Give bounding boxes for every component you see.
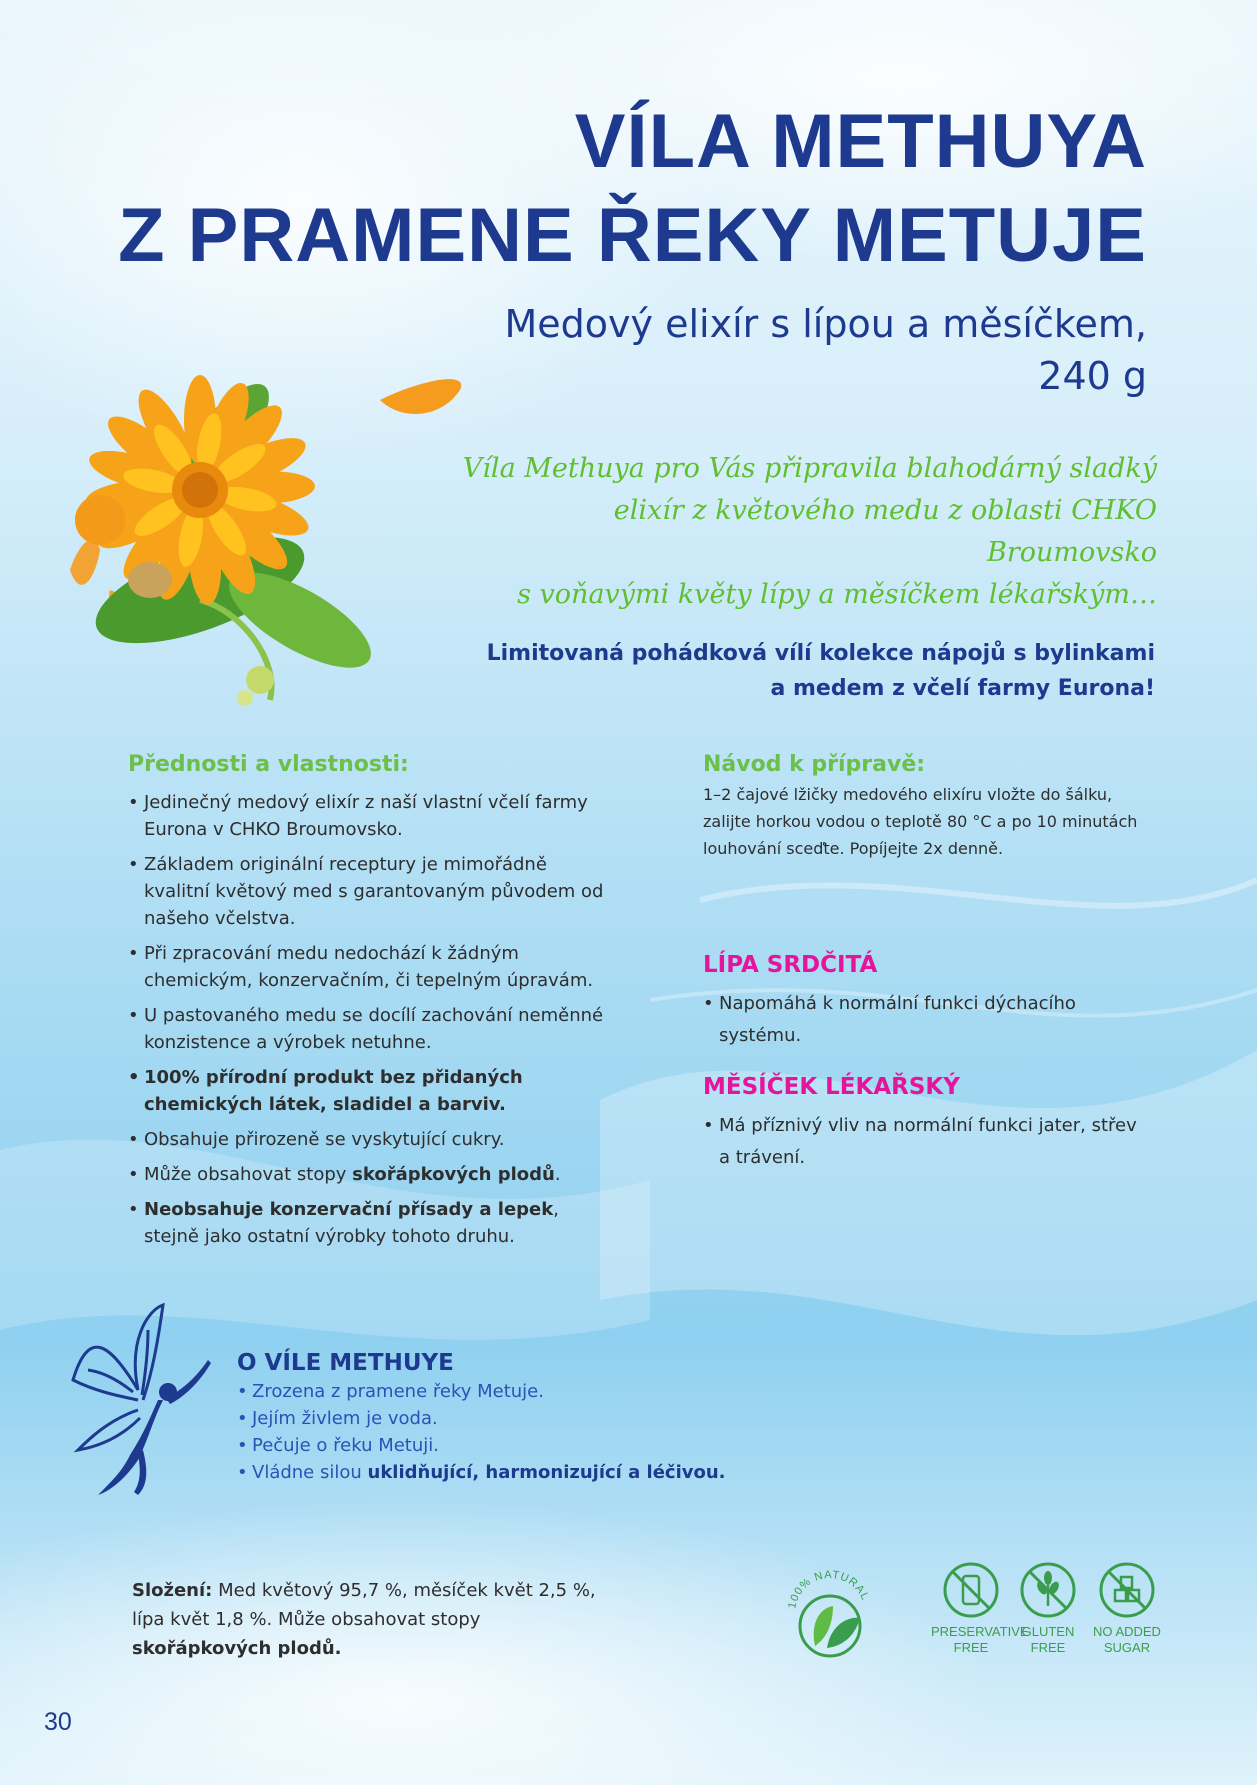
intro-line-3: s voňavými květy lípy a měsíčkem lékařským… xyxy=(517,579,1157,610)
gluten-free-badge xyxy=(1018,1560,1078,1656)
marigold-item: • Má příznivý vliv na normální funkci jater, střev a trávení. xyxy=(703,1110,1143,1174)
advantage-item: • Obsahuje přirozeně se vyskytující cukry. xyxy=(128,1126,608,1153)
product-title xyxy=(118,95,1147,283)
limited-line-2: a medem z včelí farmy Eurona! xyxy=(770,676,1155,701)
fairy-item: • Jejím živlem je voda. xyxy=(237,1405,726,1432)
advantage-item: • Základem originální receptury je mimořádně kvalitní květový med s garantovaným původem od našeho včelstva. xyxy=(128,851,608,932)
fairy-item: • Zrozena z pramene řeky Metuje. xyxy=(237,1378,726,1405)
leaf-icon xyxy=(775,1558,885,1668)
advantages-heading: Přednosti a vlastnosti: xyxy=(128,752,409,777)
svg-text:100% NATURAL: 100% NATURAL xyxy=(786,1568,872,1610)
linden-heading: LÍPA SRDČITÁ xyxy=(703,952,878,978)
gluten-free-label: GLUTEN FREE xyxy=(1021,1624,1075,1655)
intro-line-1: Víla Methuya pro Vás připravila blahodárný sladký xyxy=(462,453,1157,484)
title-line-2: Z PRAMENE ŘEKY METUJE xyxy=(118,193,1147,278)
marigold-list xyxy=(703,1110,1143,1174)
linden-item: • Napomáhá k normální funkci dýchacího systému. xyxy=(703,988,1143,1052)
fairy-item: • Vládne silou uklidňující, harmonizující a léčivou. xyxy=(237,1459,726,1486)
advantage-item: • U pastovaného medu se docílí zachování neměnné konzistence a výrobek netuhne. xyxy=(128,1002,608,1056)
intro-text xyxy=(437,448,1157,616)
advantages-section xyxy=(128,752,608,1258)
no-added-sugar-badge xyxy=(1090,1560,1164,1656)
product-subtitle xyxy=(505,298,1148,402)
preservative-free-label: PRESERVATIVE FREE xyxy=(931,1624,1029,1655)
subtitle-line-2: 240 g xyxy=(1038,354,1147,398)
preservative-free-badge xyxy=(931,1560,1029,1656)
fairy-item: • Pečuje o řeku Metuji. xyxy=(237,1432,726,1459)
advantage-item: • Jedinečný medový elixír z naší vlastní včelí farmy Eurona v CHKO Broumovsko. xyxy=(128,789,608,843)
fairy-heading: O VÍLE METHUYE xyxy=(237,1350,454,1376)
advantage-item: • Při zpracování medu nedochází k žádným chemickým, konzervačním, či tepelným úpravám. xyxy=(128,940,608,994)
natural-badge xyxy=(775,1558,885,1668)
fairy-icon xyxy=(68,1300,218,1500)
preparation-section xyxy=(703,752,1143,1174)
no-added-sugar-label: NO ADDED SUGAR xyxy=(1093,1624,1161,1655)
advantage-item: • Může obsahovat stopy skořápkových plodů. xyxy=(128,1161,608,1188)
wheat-crossed-icon xyxy=(1018,1560,1078,1620)
fairy-section xyxy=(237,1350,726,1486)
preparation-heading: Návod k přípravě: xyxy=(703,752,926,777)
composition-text: Složení: Med květový 95,7 %, měsíček květ 2,5 %, lípa květ 1,8 %. Může obsahovat stopy skořápkových plodů. xyxy=(132,1580,596,1659)
intro-line-2: elixír z květového medu z oblasti CHKO Broumovsko xyxy=(613,495,1157,568)
preparation-text: 1–2 čajové lžičky medového elixíru vložte do šálku, zalijte horkou vodou o teplotě 80 °C a po 10 minutách louhování sceďte. Popíjejte 2x denně. xyxy=(703,785,1138,858)
linden-list xyxy=(703,988,1143,1052)
advantages-list xyxy=(128,789,608,1250)
fairy-list xyxy=(237,1378,726,1486)
title-line-1: VÍLA METHUYA xyxy=(574,99,1147,184)
sugar-cubes-crossed-icon xyxy=(1097,1560,1157,1620)
advantage-item: • Neobsahuje konzervační přísady a lepek, stejně jako ostatní výrobky tohoto druhu. xyxy=(128,1196,608,1250)
calendula-flower-illustration xyxy=(40,360,470,740)
page-number: 30 xyxy=(44,1708,72,1736)
marigold-heading: MĚSÍČEK LÉKAŘSKÝ xyxy=(703,1074,960,1100)
jar-crossed-icon xyxy=(941,1560,1001,1620)
limited-collection-text xyxy=(487,636,1155,706)
limited-line-1: Limitovaná pohádková vílí kolekce nápojů s bylinkami xyxy=(486,641,1155,666)
advantage-item: • 100% přírodní produkt bez přidaných chemických látek, sladidel a barviv. xyxy=(128,1064,608,1118)
subtitle-line-1: Medový elixír s lípou a měsíčkem, xyxy=(504,302,1147,346)
